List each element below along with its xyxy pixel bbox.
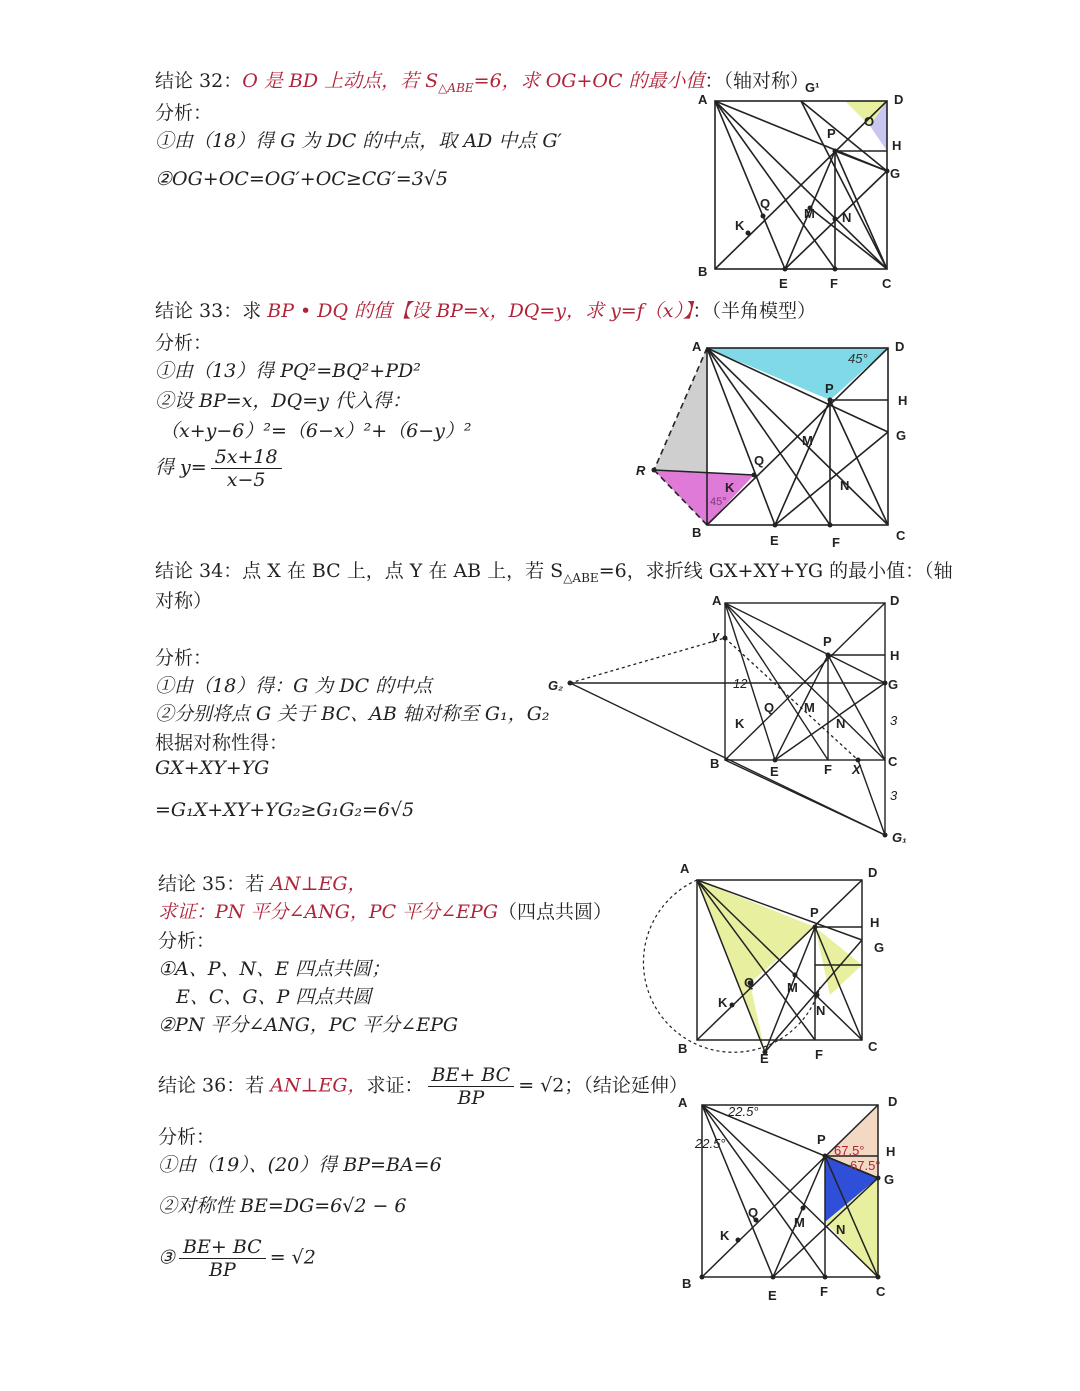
fig36-label-P: P [817,1132,826,1147]
c35-analysis: 分析： [158,930,216,952]
fig36-angle-67-5-upper: 67.5° [834,1143,865,1158]
fig34-label-P: P [823,634,832,649]
c34-step4: GX+XY+YG [155,757,270,779]
fig33-label-B: B [692,525,702,540]
fig36-label-Q: Q [748,1205,759,1220]
fig35-label-P: P [810,905,819,920]
c33-title: 结论 33：求 BP • DQ 的值【设 BP=x，DQ=y，求 y=f（x）】：（半角模型） [155,300,816,322]
fig32-label-G: G [890,166,901,181]
c36-step1: ①由（19）、(20）得 BP=BA=6 [158,1154,442,1176]
fig33-label-G: G [896,428,907,443]
fig36-label-E: E [768,1288,777,1303]
fig34-label-E: E [770,764,779,779]
c33-step2: ②设 BP=x，DQ=y 代入得： [155,390,411,412]
fig36-label-M: M [794,1215,805,1230]
fig34-label-D: D [890,593,900,608]
c35-step1: ①A、P、N、E 四点共圆； [158,958,391,980]
fig35-label-H: H [870,915,880,930]
fig32-label-H: H [892,138,902,153]
fig33-label-R: R [636,463,646,478]
fig36-label-H: H [886,1144,896,1159]
fig34-label-F: F [824,762,832,777]
fig34-label-3-upper: 3 [890,713,898,728]
fig33-label-K: K [725,480,735,495]
fig33-label-P: P [825,381,834,396]
fig32-label-F: F [830,276,838,291]
fig32-label-N: N [842,210,852,225]
fig33-magenta-triangle [654,470,754,525]
c36-step3: ③ $\frac{BE+ BC}{BP}$ = √2 [158,1236,316,1281]
fig32-label-A: A [698,92,708,107]
fig35-yellow-region [697,880,815,1052]
c35-step3: ②PN 平分∠ANG，PC 平分∠EPG [158,1014,459,1036]
c33-step1: ①由（13）得 PQ²=BQ²+PD² [155,360,421,382]
fig35-label-C: C [868,1039,878,1054]
c32-title: 结论 32：O 是 BD 上动点，若 $S_{\triangle ABE}=6$，求 OG+OC 的最小值：（轴对称） [155,70,810,95]
fig33-label-N: N [840,478,850,493]
fig32-label-M: M [804,206,815,221]
fig34-label-M: M [804,700,815,715]
c33-analysis: 分析： [155,332,213,354]
c34-analysis: 分析： [155,647,213,669]
fig36-angle-22-5-top: 22.5° [728,1104,759,1119]
fig35-label-Q: Q [744,975,755,990]
fig34-label-12: 12 [733,676,748,691]
fig35-label-D: D [868,865,878,880]
fig34-label-Y: y [712,628,720,643]
fig34-label-N: N [836,716,846,731]
fig36-label-N: N [836,1222,846,1237]
fig34-label-C: C [888,754,898,769]
c34-step5: =G₁X+XY+YG₂≥G₁G₂=6√5 [155,799,415,821]
fig34-label-3-lower: 3 [890,788,898,803]
fig36-label-G: G [884,1172,895,1187]
fig36-label-D: D [888,1094,898,1109]
fig32-label-O: O [864,114,875,129]
c34-step1: ①由（18）得：G 为 DC 的中点 [155,675,433,697]
fig34-label-H: H [890,648,900,663]
c32-analysis: 分析： [155,102,213,124]
c34-title-line1: 结论 34：点 X 在 BC 上，点 Y 在 AB 上，若 $S_{\triangle ABE}=6$，求折线 GX+XY+YG 的最小值：（轴 [155,560,953,585]
fig35-label-M: M [787,980,798,995]
fig32-label-P: P [827,126,836,141]
fig34-label-X: X [852,762,861,777]
fig33-label-M: M [802,433,813,448]
fig32-label-D: D [894,92,904,107]
c32-step2: ②OG+OC=OG′+OC≥CG′=3√5 [155,168,448,190]
fig33-label-A: A [692,339,702,354]
fig33-label-H: H [898,393,908,408]
fig33-label-Q: Q [754,453,765,468]
fig33-label-C: C [896,528,906,543]
fig36-angle-22-5-left: 22.5° [695,1136,726,1151]
c33-step4: 得 y= $\frac{5x+18}{x-5}$ [155,446,286,491]
fig33-label-E: E [770,533,779,548]
fig36-label-B: B [682,1276,692,1291]
fig36-angle-67-5-lower: 67.5° [850,1158,881,1173]
fig34-label-G1: G₁ [892,830,907,845]
c36-title: 结论 36：若 AN⊥EG，求证： $\frac{BE+ BC}{BP}$ = √2；（结论延伸） [158,1064,688,1109]
figure-34 [540,590,920,855]
c32-step1: ①由（18）得 G 为 DC 的中点，取 AD 中点 G′ [155,130,562,152]
fig32-label-B: B [698,264,708,279]
fig32-label-E: E [779,276,788,291]
fig32-label-G1: G¹ [805,80,820,95]
fig33-label-F: F [832,535,840,550]
fig35-label-E: E [760,1051,769,1066]
fig36-label-F: F [820,1284,828,1299]
c33-step3: （x+y−6）²=（6−x）²+（6−y）² [160,420,472,442]
fig33-label-D: D [895,339,905,354]
fig36-label-A: A [678,1095,688,1110]
fig35-label-G: G [874,940,885,955]
fig32-label-C: C [882,276,892,291]
fig35-label-F: F [815,1047,823,1062]
fig35-label-B: B [678,1041,688,1056]
c36-step2: ②对称性 BE=DG=6√2 − 6 [158,1195,407,1217]
c34-step3: 根据对称性得： [155,732,289,754]
fig34-label-K: K [735,716,745,731]
fig35-label-K: K [718,995,728,1010]
c35-title: 结论 35：若 AN⊥EG， [158,873,367,895]
fig33-angle-45-bottom: 45° [710,496,727,508]
fig32-label-Q: Q [760,196,771,211]
fig32-label-K: K [735,218,745,233]
figure-32 [690,78,920,293]
c34-step2: ②分别将点 G 关于 BC、AB 轴对称至 G₁，G₂ [155,703,550,725]
c34-title-line2: 对称） [155,590,213,612]
figure-33 [630,335,920,550]
fig34-label-G: G [888,677,899,692]
fig34-label-Q: Q [764,700,775,715]
c35-step2: E、C、G、P 四点共圆 [176,986,372,1008]
fig36-label-C: C [876,1284,886,1299]
fig36-label-K: K [720,1228,730,1243]
fig34-label-G2: G₂ [548,678,564,693]
fig34-label-A: A [712,593,722,608]
c35-prove: 求证：PN 平分∠ANG，PC 平分∠EPG（四点共圆） [158,901,613,923]
fig33-angle-45-top: 45° [848,351,868,366]
fig34-label-B: B [710,756,720,771]
fig35-label-A: A [680,861,690,876]
figure-36 [670,1090,920,1305]
figure-35 [630,855,910,1070]
fig35-label-N: N [816,1003,826,1018]
c36-analysis: 分析： [158,1126,216,1148]
